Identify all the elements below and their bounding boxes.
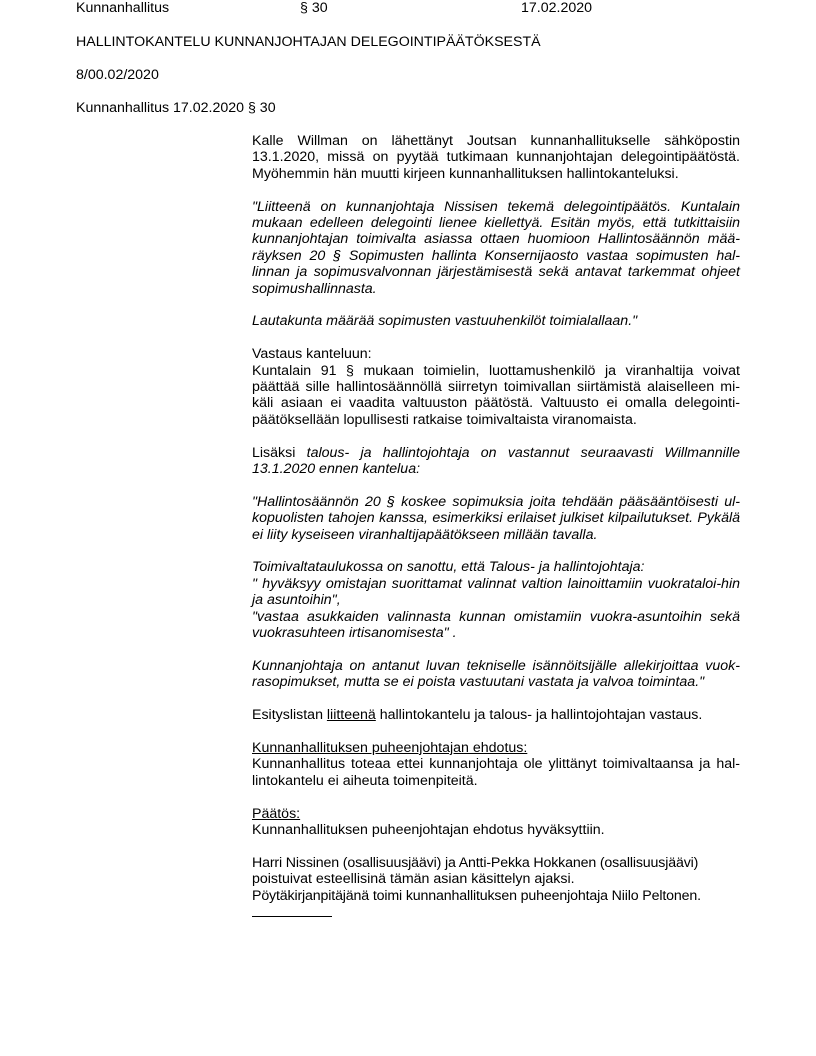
header-date: 17.02.2020 xyxy=(521,0,593,16)
agenda-tail: hallintokantelu ja talous- ja hallintojohtajan vastaus. xyxy=(375,707,703,724)
additional-paragraph xyxy=(252,445,740,478)
quote-paragraph-1: "Liitteenä on kunnanjohtaja Nissisen tekemä delegointipäätös. Kuntalain mukaan edelleen delegointi lienee kiellettyä. Esitän myös, että tutkittaisiin kunnanjohtajan toimivalta asiassa ottaen huomioon Hallintosäännön mää-räyksen 20 § Sopimusten hallinta Konsernijaosto vastaa sopimusten hal-linnan ja sopimusvalvonnan järjestämisestä sekä antavat tarkemmat ohjeet sopimushallinnasta. xyxy=(252,198,740,297)
table-bullet-1: " hyväksyy omistajan suorittamat valinnat valtion lainoittamiin vuokrataloi-hin ja asuntoihin", xyxy=(252,575,740,609)
header-body: Kunnanhallitus xyxy=(76,0,170,16)
agenda-lead: Esityslistan xyxy=(252,707,327,724)
quote-paragraph-2: Lautakunta määrää sopimusten vastuuhenkilöt toimialallaan." xyxy=(252,313,638,330)
recusal-line-2: poistuivat esteellisinä tämän asian käsittelyn ajaksi. xyxy=(252,871,575,888)
decision-heading: Päätös: xyxy=(252,805,301,822)
decision-text: Kunnanhallituksen puheenjohtajan ehdotus hyväksyttiin. xyxy=(252,821,605,838)
recusal-line-1: Harri Nissinen (osallisuusjäävi) ja Antti-Pekka Hokkanen (osallisuusjäävi) xyxy=(252,854,699,871)
quote-paragraph-3: "Hallintosäännön 20 § koskee sopimuksia joita tehdään pääsääntöisesti ul-kopuolisten tahojen kanssa, esimerkiksi erilaiset julkiset kilpailutukset. Pykälä ei liity kyseiseen viranhaltijapäätökseen millään tavalla. xyxy=(252,493,740,543)
reference-number: 8/00.02/2020 xyxy=(76,67,159,83)
proposal-heading: Kunnanhallituksen puheenjohtajan ehdotus: xyxy=(252,739,528,756)
document-body xyxy=(252,133,740,917)
header-section: § 30 xyxy=(300,0,328,16)
additional-italic: talous- ja hallintojohtaja on vastannut seuraavasti Willmannille 13.1.2020 ennen kantelua: xyxy=(252,444,740,478)
answer-heading: Vastaus kanteluun: xyxy=(252,346,372,363)
proposal-text: Kunnanhallitus toteaa ettei kunnanjohtaja ole ylittänyt toimivaltaansa ja hal-lintokantelu ei aiheuta toimenpiteitä. xyxy=(252,756,740,789)
end-divider xyxy=(252,904,332,917)
additional-lead: Lisäksi xyxy=(252,444,307,461)
quote-paragraph-4: Kunnanjohtaja on antanut luvan tekniselle isännöitsijälle allekirjoittaa vuok-rasopimukset, mutta se ei poista vastuutani vastata ja valvoa toimintaa." xyxy=(252,657,740,691)
meeting-reference: Kunnanhallitus 17.02.2020 § 30 xyxy=(76,100,276,116)
table-intro: Toimivaltataulukossa on sanottu, että Talous- ja hallintojohtaja: xyxy=(252,559,645,576)
answer-text: Kuntalain 91 § mukaan toimielin, luottamushenkilö ja viranhaltija voivat päättää sille hallintosäännöllä siirretyn toimivallan siirtämistä alaiselleen mi-käli asiaan ei vaadita valtuuston päätöstä. Valtuusto ei omalla delegointi-päätöksellään lopullisesti ratkaise toimivaltaista viranomaista. xyxy=(252,362,740,428)
agenda-paragraph xyxy=(252,707,740,723)
document-title: HALLINTOKANTELU KUNNANJOHTAJAN DELEGOINTIPÄÄTÖKSESTÄ xyxy=(76,34,541,50)
recusal-line-3: Pöytäkirjanpitäjänä toimi kunnanhallituksen puheenjohtaja Niilo Peltonen. xyxy=(252,887,701,904)
intro-paragraph: Kalle Willman on lähettänyt Joutsan kunnanhallitukselle sähköpostin 13.1.2020, missä on pyytää tutkimaan kunnanjohtajan delegointipäätöstä. Myöhemmin hän muutti kirjeen kunnanhallituksen hallintokanteluksi. xyxy=(252,133,740,182)
table-bullet-2: "vastaa asukkaiden valinnasta kunnan omistamiin vuokra-asuntoihin sekä vuokrasuhteen irtisanomisesta" . xyxy=(252,608,740,642)
attachment-link[interactable]: liitteenä xyxy=(326,707,376,724)
